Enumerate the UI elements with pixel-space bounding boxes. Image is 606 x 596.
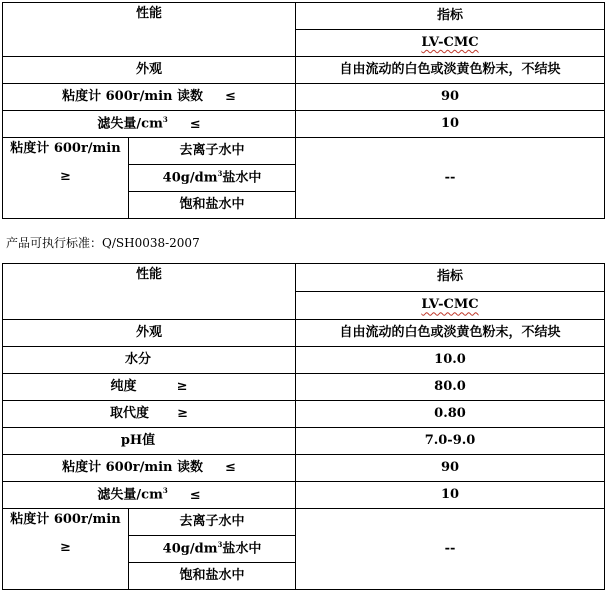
prop-label: 滤失量/cm: [97, 116, 163, 132]
prop-label: 滤失量/cm: [97, 487, 163, 503]
header-index: [296, 3, 605, 30]
value-label: 0.80: [434, 405, 466, 421]
row-appearance-value: [296, 320, 605, 347]
limit-symbol: ≥: [177, 405, 188, 421]
medium-label: 去离子水中: [179, 142, 245, 158]
visc-item-brine: [129, 165, 296, 192]
row-moisture-value: [296, 347, 605, 374]
medium-label-suffix: 盐水中: [222, 541, 262, 557]
row-viscosity-reading-value: [296, 455, 605, 482]
medium-label: 40g/dm: [162, 170, 218, 186]
medium-label-suffix: 盐水中: [222, 170, 262, 186]
spec-table-2: [2, 263, 605, 590]
value-label: 90: [440, 88, 460, 104]
header-property: [3, 3, 296, 57]
limit-symbol: ≥: [60, 540, 71, 556]
prop-label: 粘度计 600r/min 读数: [62, 88, 204, 104]
viscosity-label: 粘度计 600r/min: [10, 141, 121, 156]
header-grade-label: LV-CMC: [421, 34, 479, 50]
value-label: 7.0-9.0: [424, 432, 476, 448]
superscript: 3: [217, 169, 223, 179]
medium-label: 饱和盐水中: [179, 196, 245, 212]
row-filtrate-loss-value: [296, 482, 605, 509]
limit-symbol: ≤: [189, 116, 201, 132]
row-substitution-value: [296, 401, 605, 428]
value-label: --: [444, 540, 456, 556]
medium-label: 40g/dm: [162, 541, 218, 557]
limit-symbol: ≤: [225, 459, 236, 475]
header-property: [3, 264, 296, 320]
viscosity-group-label: [3, 138, 129, 219]
value-label: 10: [440, 486, 460, 502]
prop-label: 取代度: [110, 405, 150, 421]
visc-item-saturated: [129, 563, 296, 590]
row-filtrate-loss: [3, 482, 296, 509]
value-label: 80.0: [434, 378, 466, 394]
row-ph: [3, 428, 296, 455]
limit-symbol: ≥: [60, 169, 71, 185]
limit-symbol: ≥: [176, 378, 188, 394]
value-label: 自由流动的白色或淡黄色粉末，不结块: [339, 61, 561, 77]
limit-symbol: ≤: [225, 88, 236, 104]
viscosity-group-label: [3, 509, 129, 590]
row-viscosity-reading: [3, 455, 296, 482]
visc-item-deionized: [129, 138, 296, 165]
value-label: --: [444, 169, 456, 185]
header-grade: [296, 30, 605, 57]
header-index: [296, 264, 605, 292]
visc-item-deionized: [129, 509, 296, 536]
value-label: 10: [440, 115, 460, 131]
header-property-label: 性能: [136, 6, 163, 21]
prop-label: pH值: [120, 432, 156, 448]
medium-label: 去离子水中: [179, 513, 245, 529]
row-moisture: [3, 347, 296, 374]
viscosity-group-value: [296, 509, 605, 590]
header-grade-label: LV-CMC: [421, 297, 479, 313]
value-label: 自由流动的白色或淡黄色粉末，不结块: [339, 324, 561, 340]
row-appearance: [3, 320, 296, 347]
row-purity-value: [296, 374, 605, 401]
prop-label: 纯度: [110, 378, 137, 394]
header-index-label: 指标: [437, 269, 464, 285]
row-substitution: [3, 401, 296, 428]
visc-item-saturated: [129, 192, 296, 219]
prop-label: 外观: [136, 324, 163, 340]
header-grade: [296, 292, 605, 320]
superscript: 3: [162, 486, 168, 496]
superscript: 3: [217, 540, 223, 550]
standard-note: 产品可执行标准：Q/SH0038-2007: [6, 236, 200, 250]
row-appearance: [3, 57, 296, 84]
viscosity-group-value: [296, 138, 605, 219]
row-viscosity-reading-value: [296, 84, 605, 111]
row-ph-value: [296, 428, 605, 455]
spec-table-1: [2, 2, 605, 219]
row-filtrate-loss: [3, 111, 296, 138]
medium-label: 饱和盐水中: [179, 567, 245, 583]
visc-item-brine: [129, 536, 296, 563]
row-filtrate-loss-value: [296, 111, 605, 138]
prop-label: 水分: [125, 351, 152, 367]
row-viscosity-reading: [3, 84, 296, 111]
prop-label: 外观: [136, 61, 163, 77]
header-property-label: 性能: [136, 267, 163, 282]
prop-label: 粘度计 600r/min 读数: [62, 459, 204, 475]
limit-symbol: ≤: [189, 487, 201, 503]
value-label: 10.0: [434, 351, 466, 367]
row-appearance-value: [296, 57, 605, 84]
row-purity: [3, 374, 296, 401]
viscosity-label: 粘度计 600r/min: [10, 512, 121, 527]
superscript: 3: [162, 115, 168, 125]
value-label: 90: [440, 459, 460, 475]
header-index-label: 指标: [437, 7, 464, 23]
